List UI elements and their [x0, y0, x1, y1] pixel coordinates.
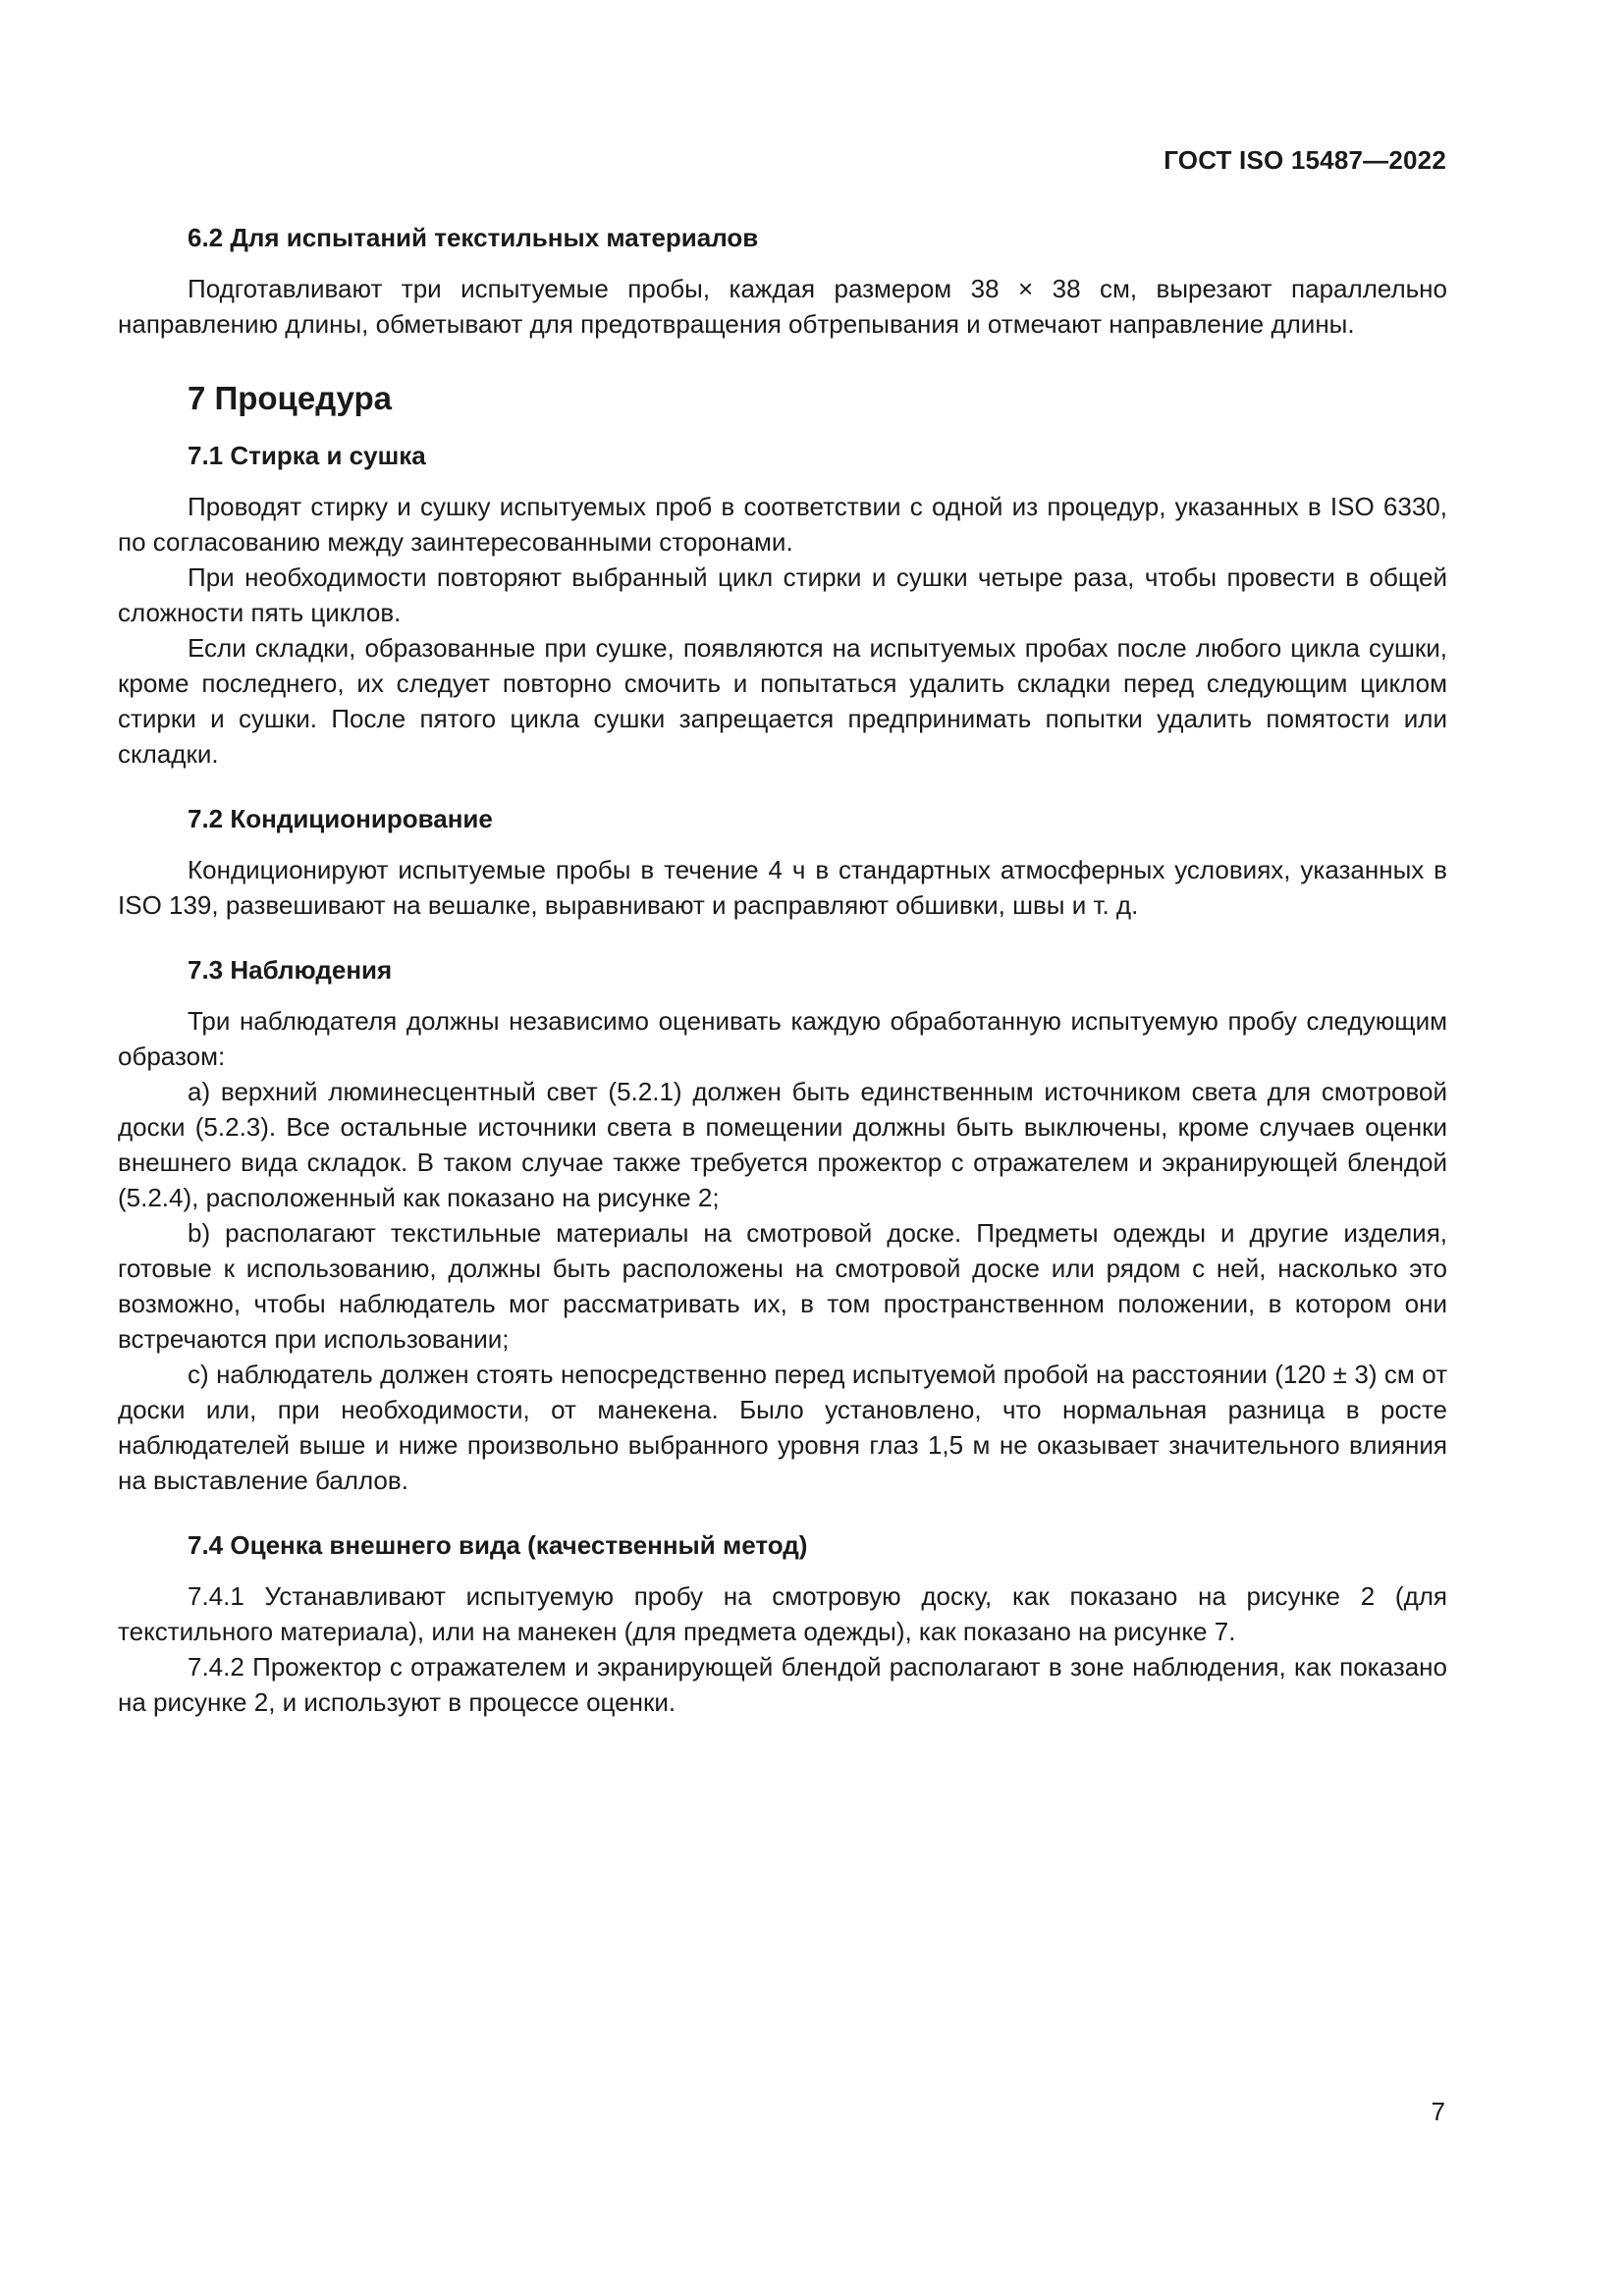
heading-7-1: 7.1 Стирка и сушка	[188, 441, 426, 470]
paragraph-7-1-1: Проводят стирку и сушку испытуемых проб в соответствии с одной из процедур, указанных в ISO 6330, по согласованию между заинтересованными сторонами.	[118, 492, 1447, 557]
page-number: 7	[1431, 2097, 1445, 2126]
paragraph-7-1-2: При необходимости повторяют выбранный цикл стирки и сушки четыре раза, чтобы провести в общей сложности пять циклов.	[118, 562, 1447, 627]
heading-7-4: 7.4 Оценка внешнего вида (качественный метод)	[188, 1530, 808, 1560]
paragraph-6-2-1: Подготавливают три испытуемые пробы, каждая размером 38 × 38 см, вырезают параллельно направлению длины, обметывают для предотвращения обтрепывания и отмечают направление длины.	[118, 274, 1447, 339]
paragraph-7-4-2: 7.4.2 Прожектор с отражателем и экранирующей блендой располагают в зоне наблюдения, как показано на рисунке 2, и используют в процессе оценки.	[118, 1652, 1447, 1717]
heading-7-2: 7.2 Кондиционирование	[188, 804, 493, 833]
paragraph-7-3-1: Три наблюдателя должны независимо оценивать каждую обработанную испытуемую пробу следующим образом:	[118, 1006, 1447, 1071]
paragraph-7-2-1: Кондиционируют испытуемые пробы в течение 4 ч в стандартных атмосферных условиях, указанных в ISO 139, развешивают на вешалке, выравнивают и расправляют обшивки, швы и т. д.	[118, 855, 1447, 920]
list-item-7-3-c: c) наблюдатель должен стоять непосредственно перед испытуемой пробой на расстоянии (120 ± 3) см от доски или, при необходимости, от манекена. Было установлено, что нормальная разница в росте наблюдателей выше и ниже произвольно выбранного уровня глаз 1,5 м не оказывает значительного влияния на выставление баллов.	[118, 1360, 1447, 1495]
heading-7: 7 Процедура	[188, 380, 392, 416]
heading-6-2: 6.2 Для испытаний текстильных материалов	[188, 223, 759, 252]
document-code: ГОСТ ISO 15487—2022	[1164, 145, 1446, 175]
list-item-7-3-b: b) располагают текстильные материалы на смотровой доске. Предметы одежды и другие изделия, готовые к использованию, должны быть расположены на смотровой доске или рядом с ней, насколько это возможно, чтобы наблюдатель мог рассматривать их, в том пространственном положении, в котором они встречаются при использовании;	[118, 1218, 1447, 1354]
list-item-7-3-a: a) верхний люминесцентный свет (5.2.1) должен быть единственным источником света для смотровой доски (5.2.3). Все остальные источники света в помещении должны быть выключены, кроме случаев оценки внешнего вида складок. В таком случае также требуется прожектор с отражателем и экранирующей блендой (5.2.4), расположенный как показано на рисунке 2;	[118, 1077, 1447, 1212]
paragraph-7-1-3: Если складки, образованные при сушке, появляются на испытуемых пробах после любого цикла сушки, кроме последнего, их следует повторно смочить и попытаться удалить складки перед следующим циклом стирки и сушки. После пятого цикла сушки запрещается предпринимать попытки удалить помятости или складки.	[118, 633, 1447, 769]
paragraph-7-4-1: 7.4.1 Устанавливают испытуемую пробу на смотровую доску, как показано на рисунке 2 (для текстильного материала), или на манекен (для предмета одежды), как показано на рисунке 7.	[118, 1581, 1447, 1646]
heading-7-3: 7.3 Наблюдения	[188, 955, 393, 985]
document-body	[118, 220, 1447, 1720]
